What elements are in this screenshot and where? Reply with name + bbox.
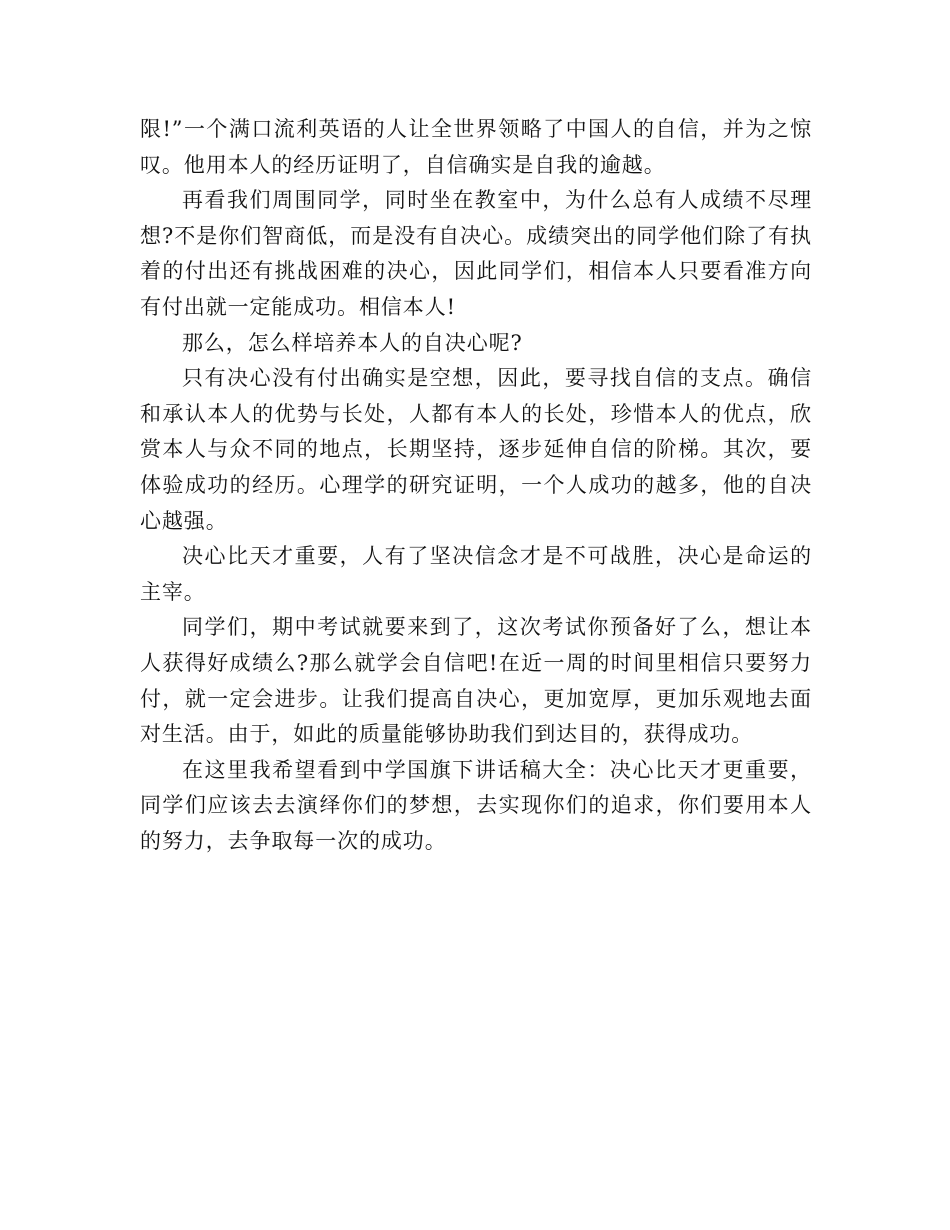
paragraph: 再看我们周围同学，同时坐在教室中，为什么总有人成绩不尽理想?不是你们智商低，而是没有自决心。成绩突出的同学他们除了有执着的付出还有挑战困难的决心，因此同学们，相信本人只要看准方向有付出就一定能成功。相信本人! — [140, 188, 812, 319]
paragraph-continued: 限!”一个满口流利英语的人让全世界领略了中国人的自信，并为之惊叹。他用本人的经历证明了，自信确实是自我的逾越。 — [140, 117, 812, 177]
paragraph: 决心比天才重要，人有了坚决信念才是不可战胜，决心是命运的主宰。 — [140, 544, 812, 604]
paragraph: 只有决心没有付出确实是空想，因此，要寻找自信的支点。确信和承认本人的优势与长处，人都有本人的长处，珍惜本人的优点，欣赏本人与众不同的地点，长期坚持，逐步延伸自信的阶梯。其次，要体验成功的经历。心理学的研究证明，一个人成功的越多，他的自决心越强。 — [140, 366, 812, 533]
paragraph: 同学们，期中考试就要来到了，这次考试你预备好了么，想让本人获得好成绩么?那么就学会自信吧!在近一周的时间里相信只要努力付，就一定会进步。让我们提高自决心，更加宽厚，更加乐观地去面对生活。由于，如此的质量能够协助我们到达目的，获得成功。 — [140, 615, 812, 747]
paragraph: 那么，怎么样培养本人的自决心呢? — [182, 330, 523, 355]
paragraph: 在这里我希望看到中学国旗下讲话稿大全：决心比天才更重要，同学们应该去去演绎你们的梦想，去实现你们的追求，你们要用本人的努力，去争取每一次的成功。 — [140, 757, 812, 853]
document-body — [140, 112, 812, 859]
